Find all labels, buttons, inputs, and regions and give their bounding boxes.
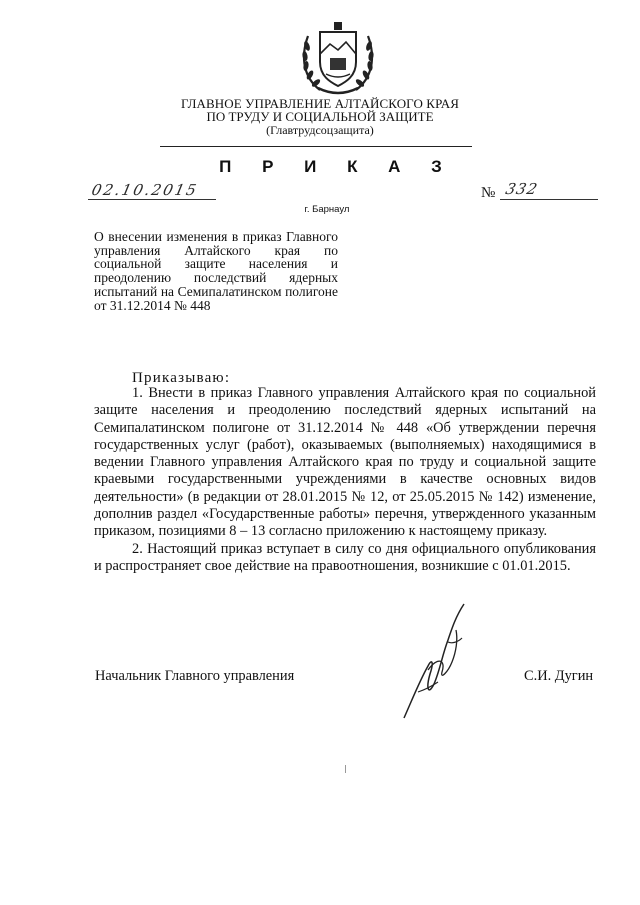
signer-position: Начальник Главного управления: [95, 668, 295, 684]
document-number: 332: [503, 180, 540, 198]
organization-name-line2: ПО ТРУДУ И СОЦИАЛЬНОЙ ЗАЩИТЕ: [206, 109, 434, 124]
signer-name: С.И. Дугин: [524, 668, 594, 684]
header-divider: [160, 146, 472, 147]
number-label: №: [481, 185, 496, 201]
paragraph-2: 2. Настоящий приказ вступает в силу со дня официального опубликования и распространяет свое действие на правоотношения, возникшие с 01.01.2015.: [94, 540, 596, 574]
organization-short-name: (Главтрудсоцзащита): [266, 123, 374, 137]
coat-of-arms-emblem: [290, 18, 386, 98]
handwritten-signature: [398, 600, 478, 720]
scan-speck: [345, 765, 346, 773]
document-subject: О внесении изменения в приказ Главного управления Алтайского края по социальной защите населения и преодолению последствий ядерных испытаний на Семипалатинском полигоне от 31.12.2014 № 448: [94, 229, 338, 313]
date-underline: [88, 199, 216, 200]
document-title: П Р И К А З: [219, 157, 455, 176]
document-body: [94, 385, 596, 575]
paragraph-1: 1. Внести в приказ Главного управления Алтайского края по социальной защите населения и преодолению последствий ядерных испытаний на Семипалатинском полигоне от 31.12.2014 № 448 «Об утверждении перечня государственных услуг (работ), оказываемых (выполняемых) находящимися в ведении Главного управления Алтайского края по труду и социальной защите краевыми государственными учреждениями в качестве основных видов деятельности» (в редакции от 28.01.2015 № 12, от 25.05.2015 № 142) изменение, дополнив раздел «Государственные работы» перечня, утвержденного указанным приказом, позициями 8 – 13 согласно приложению к настоящему приказу.: [94, 385, 596, 540]
order-heading: Приказываю:: [132, 370, 231, 386]
city-label: г. Барнаул: [304, 204, 350, 215]
number-underline: [500, 199, 598, 200]
document-date: 02.10.2015: [90, 181, 200, 199]
organization-name-line1: ГЛАВНОЕ УПРАВЛЕНИЕ АЛТАЙСКОГО КРАЯ: [180, 96, 460, 111]
